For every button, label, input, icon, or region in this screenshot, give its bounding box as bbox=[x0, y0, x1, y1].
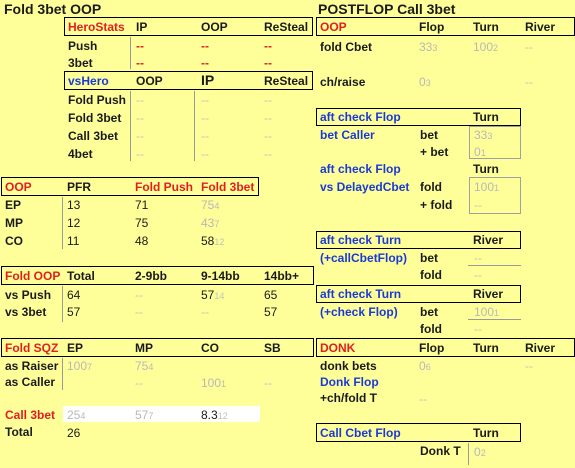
donk-t-value: 02 bbox=[474, 445, 486, 459]
vshero-cell: -- bbox=[264, 111, 272, 125]
herostats-row-label: 3bet bbox=[68, 56, 93, 70]
donk-header: DONK bbox=[320, 341, 356, 355]
herostats-row-label: Push bbox=[68, 39, 98, 53]
sqz-row-label: as Raiser bbox=[5, 359, 59, 373]
foldoop-col-2-9bb: 2-9bb bbox=[135, 269, 168, 283]
vshero-cell: -- bbox=[201, 129, 209, 143]
aft-flop-cell: 333 bbox=[474, 128, 493, 142]
herostats-cell: -- bbox=[201, 39, 209, 53]
aft-flop-row-label: bet bbox=[420, 128, 438, 142]
foldoop-cell: 5714 bbox=[201, 288, 225, 302]
fold-cbet-turn: 1002 bbox=[473, 40, 499, 54]
foldoop-cell: 57 bbox=[67, 305, 81, 319]
vshero-cell: -- bbox=[201, 93, 209, 107]
donk-flop-label: Donk Flop bbox=[320, 375, 379, 389]
oop-cell: 5812 bbox=[201, 234, 225, 248]
sqz-col-ep: EP bbox=[67, 341, 84, 355]
herostats-cell: -- bbox=[201, 56, 209, 70]
delayed-label-1: aft check Flop bbox=[320, 162, 401, 176]
vshero-row-label: Fold 3bet bbox=[68, 111, 122, 125]
vshero-row-label: Fold Push bbox=[68, 93, 126, 107]
oop-col-pfr: PFR bbox=[67, 180, 91, 194]
sqz-col-mp: MP bbox=[135, 341, 153, 355]
vshero-row-label: 4bet bbox=[68, 147, 93, 161]
donk-t-label: Donk T bbox=[420, 444, 461, 458]
herostats-col-resteal: ReSteal bbox=[264, 20, 309, 34]
oop-col-fold-push: Fold Push bbox=[135, 180, 193, 194]
turn-callcbet-row-label: bet bbox=[420, 251, 438, 265]
chfold-value: -- bbox=[419, 392, 427, 406]
delayed-label-2: vs DelayedCbet bbox=[320, 180, 410, 194]
oop-cell: 754 bbox=[201, 198, 220, 212]
turn-callcbet-cell: -- bbox=[474, 251, 482, 265]
turn-check-header: aft check Turn bbox=[320, 287, 402, 301]
sqz-col-sb: SB bbox=[264, 341, 281, 355]
foldoop-cell: 64 bbox=[67, 288, 81, 302]
aft-flop-row-label: + bet bbox=[420, 145, 449, 159]
vshero-cell: -- bbox=[201, 111, 209, 125]
herostats-cell: -- bbox=[136, 39, 144, 53]
ch-raise-flop: 03 bbox=[419, 75, 431, 89]
oop-col-fold-3bet: Fold 3bet bbox=[201, 180, 255, 194]
foldoop-col-14bb: 14bb+ bbox=[264, 269, 300, 283]
vshero-row-label: Call 3bet bbox=[68, 129, 119, 143]
total-label: Total bbox=[5, 425, 33, 439]
fold-cbet-river: -- bbox=[525, 40, 533, 54]
post-oop-col-turn: Turn bbox=[473, 20, 499, 34]
vshero-cell: -- bbox=[136, 111, 144, 125]
herostats-col-ip: IP bbox=[136, 20, 148, 34]
foldoop-cell: 57 bbox=[264, 305, 278, 319]
vshero-col-oop: OOP bbox=[136, 74, 163, 88]
right-title: POSTFLOP Call 3bet bbox=[318, 1, 456, 17]
foldoop-col-9-14bb: 9-14bb bbox=[201, 269, 240, 283]
vshero-cell: -- bbox=[201, 147, 209, 161]
foldoop-cell: -- bbox=[135, 305, 143, 319]
post-oop-col-flop: Flop bbox=[419, 20, 445, 34]
delayed-row-label: + fold bbox=[420, 198, 453, 212]
vshero-cell: -- bbox=[264, 93, 272, 107]
aft-flop-col-turn: Turn bbox=[473, 110, 499, 124]
donk-col-flop: Flop bbox=[419, 341, 445, 355]
donk-col-turn: Turn bbox=[473, 341, 499, 355]
turn-callcbet-row-label: fold bbox=[420, 268, 442, 282]
sqz-col-co: CO bbox=[201, 341, 219, 355]
herostats-col-oop: OOP bbox=[201, 20, 228, 34]
left-title: Fold 3bet OOP bbox=[4, 1, 102, 17]
oop-cell: 11 bbox=[67, 234, 80, 248]
vshero-header: vsHero bbox=[68, 74, 109, 88]
foldoop-row-label: vs Push bbox=[5, 288, 52, 302]
oop-cell: 12 bbox=[67, 216, 81, 230]
oop-row-label: CO bbox=[5, 234, 23, 248]
turn-callcbet-cell: -- bbox=[474, 268, 482, 282]
post-oop-header: OOP bbox=[320, 20, 347, 34]
turn-check-cell: -- bbox=[474, 322, 482, 336]
ch-raise-river: -- bbox=[525, 75, 533, 89]
foldoop-cell: -- bbox=[201, 305, 209, 319]
vshero-cell: -- bbox=[136, 147, 144, 161]
vshero-cell: -- bbox=[264, 129, 272, 143]
herostats-header: HeroStats bbox=[68, 20, 125, 34]
turn-callcbet-header: aft check Turn bbox=[320, 233, 402, 247]
sqz-cell: 754 bbox=[135, 359, 154, 373]
call3bet-cell: 254 bbox=[67, 408, 86, 422]
call3bet-cell: 577 bbox=[135, 408, 154, 422]
call3bet-cell: 8.312 bbox=[201, 408, 228, 422]
donk-bets-flop: 06 bbox=[419, 359, 431, 373]
herostats-cell: -- bbox=[264, 56, 272, 70]
vshero-cell: -- bbox=[136, 93, 144, 107]
delayed-row-label: fold bbox=[420, 180, 442, 194]
foldoop-cell: 65 bbox=[264, 288, 278, 302]
delayed-cell: 1001 bbox=[474, 180, 500, 194]
vshero-cell: -- bbox=[264, 147, 272, 161]
turn-callcbet-sub-label: (+callCbetFlop) bbox=[320, 251, 408, 265]
total-value: 26 bbox=[67, 426, 81, 440]
foldoop-row-label: vs 3bet bbox=[5, 305, 47, 319]
vshero-col-ip: IP bbox=[201, 72, 215, 88]
sqz-cell: 1007 bbox=[67, 359, 93, 373]
herostats-cell: -- bbox=[264, 39, 272, 53]
sqz-row-label: as Caller bbox=[5, 375, 56, 389]
oop-header: OOP bbox=[5, 180, 32, 194]
oop-row-label: MP bbox=[5, 216, 23, 230]
oop-cell: 13 bbox=[67, 198, 81, 212]
ch-raise-label: ch/raise bbox=[320, 75, 366, 89]
aft-flop-header: aft check Flop bbox=[320, 110, 401, 124]
fold-cbet-flop: 333 bbox=[419, 40, 438, 54]
delayed-col-turn: Turn bbox=[473, 162, 499, 176]
oop-cell: 48 bbox=[135, 234, 149, 248]
foldoop-col-total: Total bbox=[67, 269, 95, 283]
herostats-cell: -- bbox=[136, 56, 144, 70]
chfold-label: +ch/fold T bbox=[320, 391, 377, 405]
callcbet-col-turn: Turn bbox=[473, 426, 499, 440]
foldoop-cell: -- bbox=[135, 288, 143, 302]
callcbet-header: Call Cbet Flop bbox=[320, 426, 401, 440]
delayed-cell: -- bbox=[474, 198, 482, 212]
donk-bets-label: donk bets bbox=[320, 359, 377, 373]
call3bet-label: Call 3bet bbox=[5, 408, 56, 422]
donk-col-river: River bbox=[525, 341, 556, 355]
turn-check-row-label: fold bbox=[420, 322, 442, 336]
oop-row-label: EP bbox=[5, 198, 22, 212]
post-oop-col-river: River bbox=[525, 20, 556, 34]
turn-check-sub-label: (+check Flop) bbox=[320, 305, 398, 319]
fold-cbet-label: fold Cbet bbox=[320, 40, 372, 54]
oop-cell: 75 bbox=[135, 216, 149, 230]
foldoop-header: Fold OOP bbox=[5, 269, 61, 283]
donk-bets-river: -- bbox=[525, 359, 533, 373]
sqz-cell: 1001 bbox=[201, 376, 227, 390]
vshero-cell: -- bbox=[136, 129, 144, 143]
aft-flop-cell: 01 bbox=[474, 145, 486, 159]
call3bet-highlight bbox=[63, 406, 260, 422]
turn-callcbet-col-river: River bbox=[473, 233, 504, 247]
turn-check-col-river: River bbox=[473, 287, 504, 301]
sqz-cell: -- bbox=[264, 376, 272, 390]
turn-check-cell: 1001 bbox=[474, 305, 500, 319]
sqz-header: Fold SQZ bbox=[5, 341, 59, 355]
oop-cell: 71 bbox=[135, 198, 149, 212]
vshero-col-resteal: ReSteal bbox=[264, 74, 309, 88]
oop-cell: 437 bbox=[201, 216, 220, 230]
sqz-cell: -- bbox=[135, 376, 143, 390]
turn-check-row-label: bet bbox=[420, 305, 438, 319]
bet-caller-label: bet Caller bbox=[320, 128, 375, 142]
